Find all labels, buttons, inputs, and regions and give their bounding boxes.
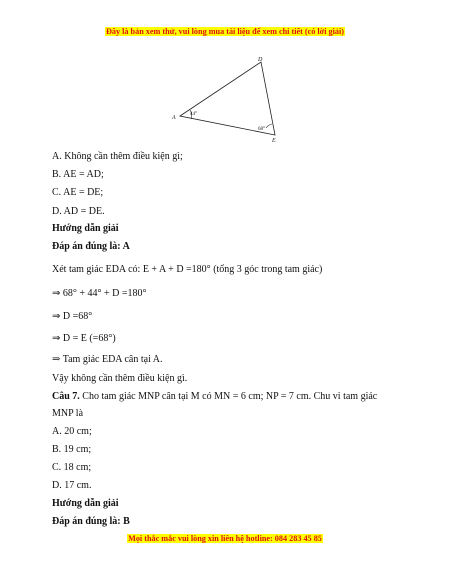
vertex-label-a: A: [172, 115, 176, 121]
question-7-text: Cho tam giác MNP cân tại M có MN = 6 cm; NP = 7 cm. Chu vi tam giác: [82, 391, 378, 402]
option-q7-d: D. 17 cm.: [52, 480, 92, 491]
vertex-label-e: E: [272, 138, 276, 144]
solution-step-4: ⇒ D = E (=68°): [52, 333, 116, 344]
solution-conclusion: Vậy không cần thêm điều kiện gì.: [52, 373, 188, 384]
solution-heading-q7: Hướng dẫn giải: [52, 498, 119, 509]
option-q6-a: A. Không cần thêm điều kiện gì;: [52, 151, 183, 162]
answer-q6: Đáp án đúng là: A: [52, 241, 130, 252]
solution-step-1: [52, 264, 322, 276]
step1-prefix: Xét tam giác EDA có:: [52, 264, 141, 275]
option-q7-b: B. 19 cm;: [52, 444, 92, 455]
hotline-banner: [0, 534, 450, 543]
triangle-figure: [160, 52, 290, 144]
preview-notice-banner: [0, 27, 450, 36]
solution-step-2: ⇒ 68° + 44° + D =180°: [52, 288, 147, 299]
angle-arc-e: [266, 124, 272, 128]
angle-label-e: 68°: [258, 127, 265, 132]
question-7-line-2: MNP là: [52, 408, 84, 419]
preview-notice-text: Đây là bản xem thử, vui lòng mua tài liệu để xem chi tiết (có lời giải): [105, 27, 344, 36]
step1-math: E + A + D =180°: [142, 264, 211, 275]
option-q6-c: C. AE = DE;: [52, 187, 104, 198]
option-q7-a: A. 20 cm;: [52, 426, 92, 437]
option-q6-d: D. AD = DE.: [52, 206, 105, 217]
triangle-ade: [180, 62, 275, 135]
angle-label-a: 44°: [190, 112, 197, 117]
solution-step-3: ⇒ D =68°: [52, 311, 93, 322]
solution-heading-q6: Hướng dẫn giải: [52, 223, 119, 234]
hotline-text: Mọi thắc mắc vui lòng xin liên hệ hotline: 084 283 45 85: [128, 534, 322, 543]
vertex-label-d: D: [258, 57, 263, 63]
question-7-label: Câu 7.: [52, 391, 80, 402]
option-q7-c: C. 18 cm;: [52, 462, 92, 473]
answer-q7: Đáp án đúng là: B: [52, 516, 130, 527]
question-7-line-1: [52, 391, 377, 403]
solution-step-5: ⇒ Tam giác EDA cân tại A.: [52, 354, 163, 365]
option-q6-b: B. AE = AD;: [52, 169, 104, 180]
step1-note: (tổng 3 góc trong tam giác): [213, 264, 323, 275]
